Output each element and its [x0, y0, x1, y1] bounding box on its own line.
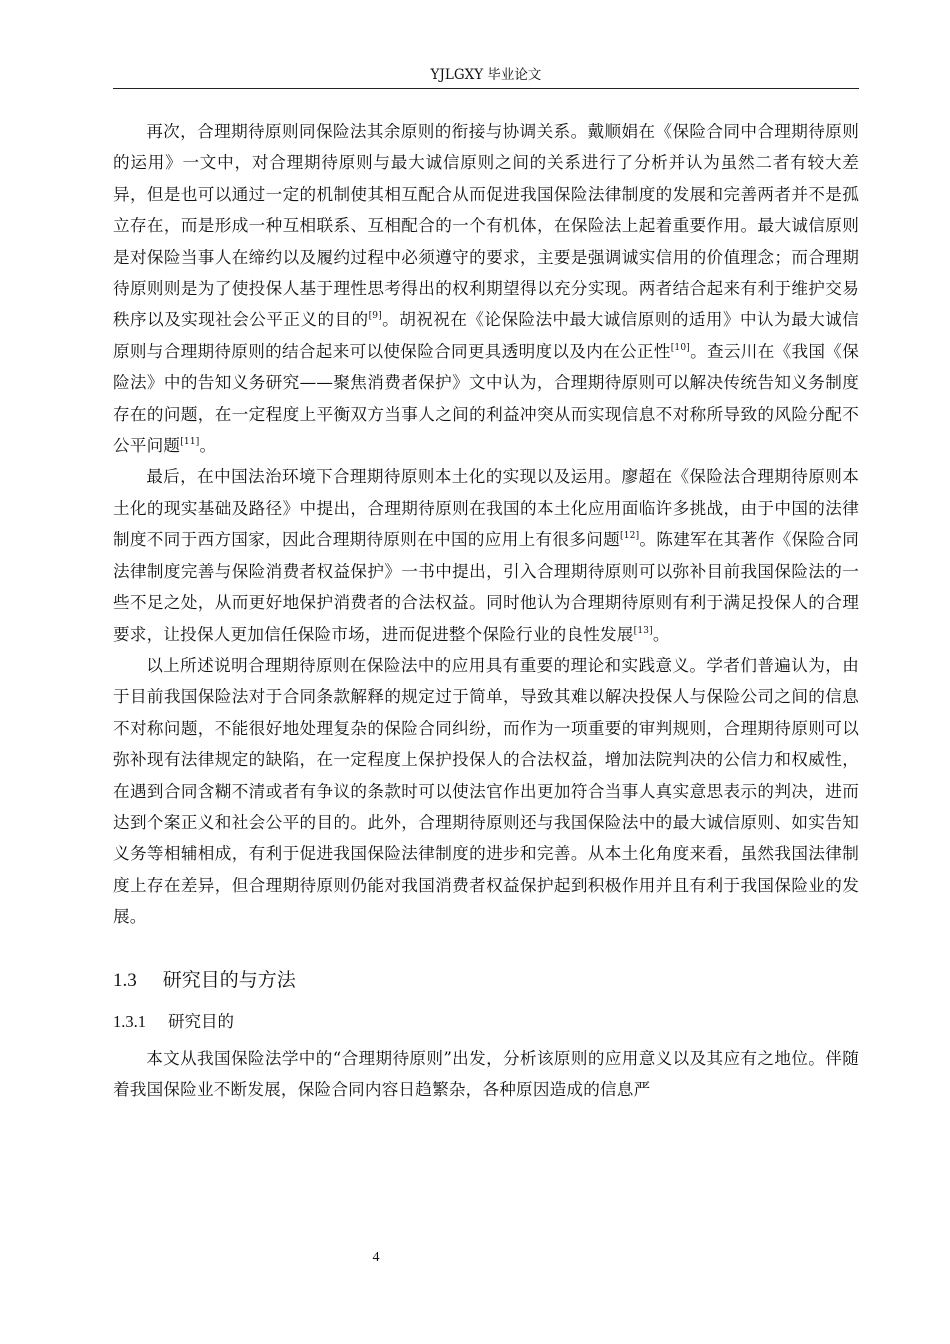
paragraph-text: 。查云川在《我国《保险法》中的告知义务研究——聚焦消费者保护》文中认为，合理期待原则可以解决传统告知义务制度存在的问题，在一定程度上平衡双方当事人之间的利益冲突从而实现信息不对称所导致的风险分配不公平问题	[113, 341, 860, 456]
paragraph-text: 。	[199, 436, 217, 456]
paragraph-text: 再次，合理期待原则同保险法其余原则的衔接与协调关系。戴顺娟在《保险合同中合理期待原则的运用》一文中，对合理期待原则与最大诚信原则之间的关系进行了分析并认为虽然二者有较大差异，但是也可以通过一定的机制使其相互配合从而促进我国保险法律制度的发展和完善两者并不是孤立存在，而是形成一种互相联系、互相配合的一个有机体，在保险法上起着重要作用。最大诚信原则是对保险当事人在缔约以及履约过程中必须遵守的要求，主要是强调诚实信用的价值理念；而合理期待原则则是为了使投保人基于理性思考得出的权利期望得以充分实现。两者结合起来有利于维护交易秩序以及实现社会公平正义的目的	[113, 122, 859, 330]
running-header: YJLGXY 毕业论文	[430, 67, 542, 83]
paragraph-text: 。胡祝祝在《论保险法中最大诚信原则的适用》中认为最大诚信原则与合理期待原则的结合起来可以使保险合同更具透明度以及内在公正性	[113, 310, 859, 361]
citation-ref: [11]	[180, 437, 200, 448]
paragraph-localization	[113, 461, 859, 649]
citation-ref: [12]	[620, 531, 640, 542]
citation-ref: [9]	[368, 311, 382, 322]
page-body	[113, 116, 859, 1105]
subsection-title: 研究目的	[168, 1011, 234, 1031]
section-title: 研究目的与方法	[162, 968, 296, 991]
paragraph-text: 。陈建军在其著作《保险合同法律制度完善与保险消费者权益保护》一书中提出，引入合理期待原则可以弥补目前我国保险法的一些不足之处，从而更好地保护消费者的合法权益。同时他认为合理期待原则有利于满足投保人的合理要求，让投保人更加信任保险市场，进而促进整个保险行业的良性发展	[113, 530, 859, 644]
section-heading	[113, 966, 859, 995]
subsection-heading	[113, 1009, 859, 1035]
paragraph-summary	[113, 650, 859, 933]
paragraph-consistency	[113, 116, 859, 461]
paragraph-text: 。	[652, 624, 670, 644]
citation-ref: [10]	[670, 342, 690, 353]
section-number: 1.3	[113, 969, 137, 991]
paragraph-text: 以上所述说明合理期待原则在保险法中的应用具有重要的理论和实践意义。学者们普遍认为，由于目前我国保险法对于合同条款解释的规定过于简单，导致其难以解决投保人与保险公司之间的信息不对称问题，不能很好地处理复杂的保险合同纠纷，而作为一项重要的审判规则，合理期待原则可以弥补现有法律规定的缺陷，在一定程度上保护投保人的合法权益，增加法院判决的公信力和权威性，在遇到合同含糊不清或者有争议的条款时可以使法官作出更加符合当事人真实意思表示的判决，进而达到个案正义和社会公平的目的。此外，合理期待原则还与我国保险法中的最大诚信原则、如实告知义务等相辅相成，有利于促进我国保险法律制度的进步和完善。从本土化角度来看，虽然我国法律制度上存在差异，但合理期待原则仍能对我国消费者权益保护起到积极作用并且有利于我国保险业的发展。	[113, 655, 859, 927]
citation-ref: [13]	[633, 625, 653, 636]
page-number: 4	[372, 1250, 380, 1265]
header-rule	[113, 88, 859, 89]
paragraph-text: 最后，在中国法治环境下合理期待原则本土化的实现以及运用。廖超在《保险法合理期待原则本土化的现实基础及路径》中提出，合理期待原则在我国的本土化应用面临许多挑战，由于中国的法律制度不同于西方国家，因此合理期待原则在中国的应用上有很多问题	[113, 467, 859, 550]
paragraph-research-purpose: 本文从我国保险法学中的“合理期待原则”出发，分析该原则的应用意义以及其应有之地位。伴随着我国保险业不断发展，保险合同内容日趋繁杂，各种原因造成的信息严	[113, 1048, 859, 1099]
subsection-number: 1.3.1	[113, 1011, 146, 1031]
